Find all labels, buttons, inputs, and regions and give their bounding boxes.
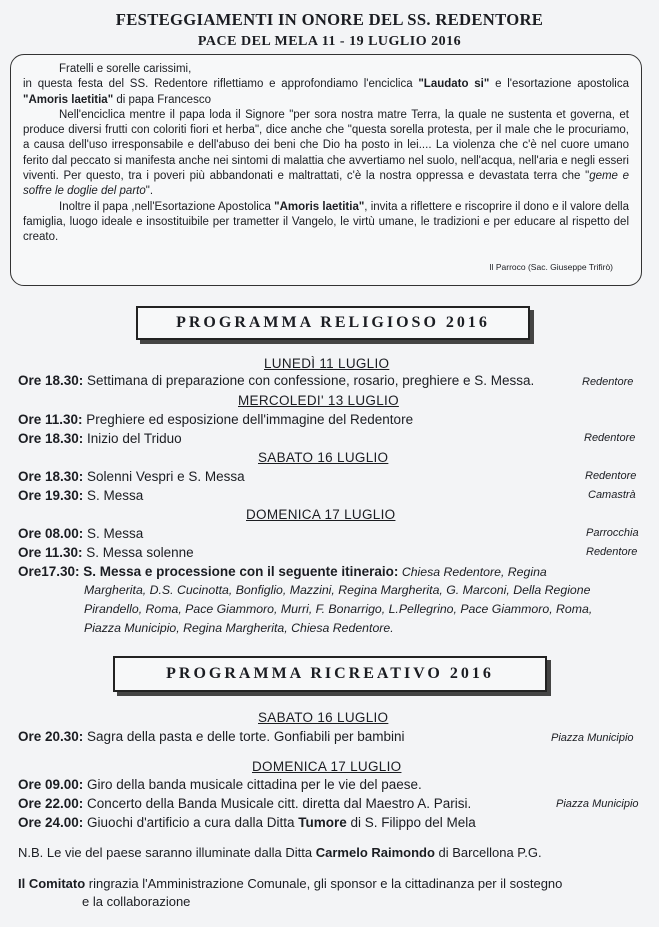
- schedule-row: [18, 469, 245, 484]
- schedule-text: di S. Filippo del Mela: [346, 815, 476, 830]
- letter-signature: Il Parroco (Sac. Giuseppe Trifirò): [489, 261, 613, 272]
- schedule-text: Preghiere ed esposizione dell'immagine del Redentore: [82, 412, 414, 427]
- itinerary-line: Pirandello, Roma, Pace Giammoro, Murri, F. Bonarrigo, L.Pellegrino, Pace Giammoro, Roma,: [84, 602, 593, 616]
- letter-bold: "Laudato si": [418, 78, 490, 91]
- schedule-time: Ore 20.30:: [18, 729, 84, 744]
- schedule-time: Ore 09.00:: [18, 777, 84, 792]
- schedule-text: Giro della banda musicale cittadina per le vie del paese.: [83, 777, 422, 792]
- schedule-time: Ore 19.30:: [18, 488, 84, 503]
- schedule-text: S. Messa solenne: [82, 545, 194, 560]
- schedule-row: [18, 373, 534, 388]
- thanks-note: [18, 876, 562, 891]
- letter-paragraph-2: [23, 108, 629, 200]
- schedule-row: [18, 796, 471, 811]
- note-text: ringrazia l'Amministrazione Comunale, gli sponsor e la cittadinanza per il sostegno: [85, 876, 563, 891]
- itinerary-line: Piazza Municipio, Regina Margherita, Chiesa Redentore.: [84, 621, 394, 635]
- schedule-time: Ore 08.00:: [18, 526, 84, 541]
- note-text: N.B. Le vie del paese saranno illuminate dalla Ditta: [18, 845, 316, 860]
- day-heading: SABATO 16 LUGLIO: [258, 450, 389, 465]
- letter-bold: "Amoris laetitia": [23, 93, 114, 106]
- schedule-time: Ore 22.00:: [18, 796, 84, 811]
- schedule-place: Piazza Municipio: [556, 798, 639, 810]
- letter-paragraph-3: [23, 200, 629, 246]
- day-heading: DOMENICA 17 LUGLIO: [246, 507, 396, 522]
- schedule-place: Parrocchia: [586, 527, 639, 539]
- schedule-text: S. Messa: [83, 526, 144, 541]
- day-heading: MERCOLEDI' 13 LUGLIO: [238, 393, 399, 408]
- schedule-time: Ore 18.30:: [18, 469, 84, 484]
- schedule-time: Ore 18.30:: [18, 431, 84, 446]
- schedule-text: Giuochi d'artificio a cura dalla Ditta: [83, 815, 299, 830]
- letter-italic: geme e soffre le doglie del parto: [23, 170, 629, 198]
- letter-bold: "Amoris laetitia": [274, 200, 365, 213]
- company-name: Carmelo Raimondo: [315, 845, 435, 860]
- schedule-row: [18, 431, 182, 446]
- schedule-row: [18, 526, 143, 541]
- schedule-text: Inizio del Triduo: [83, 431, 182, 446]
- day-heading: LUNEDÌ 11 LUGLIO: [264, 356, 390, 371]
- schedule-row: [18, 777, 422, 792]
- itinerary-line: Margherita, D.S. Cucinotta, Bonfiglio, Mazzini, Regina Margherita, G. Marconi, Della Regione: [84, 583, 591, 597]
- schedule-row: [18, 729, 405, 744]
- religious-program-title: PROGRAMMA RELIGIOSO 2016: [136, 306, 530, 340]
- schedule-time: Ore 11.30:: [18, 545, 83, 560]
- schedule-text: Settimana di preparazione con confessione, rosario, preghiere e S. Messa.: [83, 373, 535, 388]
- schedule-row: [18, 815, 476, 830]
- schedule-place: Redentore: [586, 546, 638, 558]
- schedule-text: S. Messa e processione con il seguente itineraio:: [79, 564, 399, 579]
- itinerary-text: Chiesa Redentore, Regina: [398, 565, 547, 579]
- letter-text: di papa Francesco: [113, 93, 211, 106]
- schedule-row: [18, 564, 547, 579]
- letter-text: , invita a riflettere e riscoprire il dono e il valore della famiglia, luogo ideale e insostituibile per trametter il Vangelo, le virtù umane, le tradizioni e per educare al rispetto del creato.: [23, 200, 630, 244]
- letter-text: Nell'enciclica mentre il papa loda il Signore "per sora nostra matre Terra, la quale ne sustenta et governa, et produce diversi frutti con coloriti fiori et herba", dice anche che "questa sorella protesta, per il male che le procuriamo, a causa dell'uso irresponsabile e dell'abuso dei beni che Dio ha posto in lei.... La violenza che c'è nel cuore umano ferito dal peccato si manifesta anche nei sintomi di malattia che avvertiamo nel suolo, nell'acqua, nell'aria e negli esseri viventi. Per questo, tra i poveri più abbandonati e maltrattati, c'è la nostra oppressa e devastata terra che ": [23, 108, 629, 183]
- day-heading: SABATO 16 LUGLIO: [258, 710, 389, 725]
- schedule-place: Redentore: [582, 376, 634, 388]
- schedule-place: Redentore: [584, 432, 636, 444]
- committee-name: Il Comitato: [18, 876, 86, 891]
- parish-letter: [10, 54, 642, 286]
- letter-text: Inoltre il papa ,nell'Esortazione Apostolica: [59, 200, 275, 213]
- letter-text: in questa festa del SS. Redentore riflettiamo e approfondiamo l'enciclica: [23, 78, 419, 91]
- note-text: di Barcellona P.G.: [434, 845, 542, 860]
- schedule-row: [18, 545, 194, 560]
- day-heading: DOMENICA 17 LUGLIO: [252, 759, 402, 774]
- schedule-text: Sagra della pasta e delle torte. Gonfiabili per bambini: [83, 729, 405, 744]
- schedule-place: Redentore: [585, 470, 637, 482]
- schedule-time: Ore 11.30:: [18, 412, 83, 427]
- schedule-time: Ore 18.30:: [18, 373, 84, 388]
- schedule-place: Camastrà: [588, 489, 636, 501]
- letter-greeting: Fratelli e sorelle carissimi,: [59, 63, 192, 75]
- page-title: FESTEGGIAMENTI IN ONORE DEL SS. REDENTORE: [115, 10, 544, 29]
- schedule-time: Ore17.30:: [18, 564, 80, 579]
- letter-text: e l'esortazione apostolica: [489, 78, 629, 91]
- recreational-program-title: PROGRAMMA RICREATIVO 2016: [113, 656, 547, 692]
- schedule-row: [18, 412, 413, 427]
- schedule-text: Concerto della Banda Musicale citt. diretta dal Maestro A. Parisi.: [83, 796, 472, 811]
- letter-paragraph-1: [23, 77, 629, 108]
- company-name: Tumore: [298, 815, 347, 830]
- page-subtitle: PACE DEL MELA 11 - 19 LUGLIO 2016: [197, 34, 462, 49]
- letter-text: ".: [145, 185, 154, 198]
- schedule-text: S. Messa: [83, 488, 144, 503]
- schedule-time: Ore 24.00:: [18, 815, 84, 830]
- schedule-place: Piazza Municipio: [551, 732, 634, 744]
- thanks-note-line-2: e la collaborazione: [82, 894, 191, 909]
- schedule-row: [18, 488, 143, 503]
- nb-note: [18, 845, 542, 860]
- schedule-text: Solenni Vespri e S. Messa: [83, 469, 245, 484]
